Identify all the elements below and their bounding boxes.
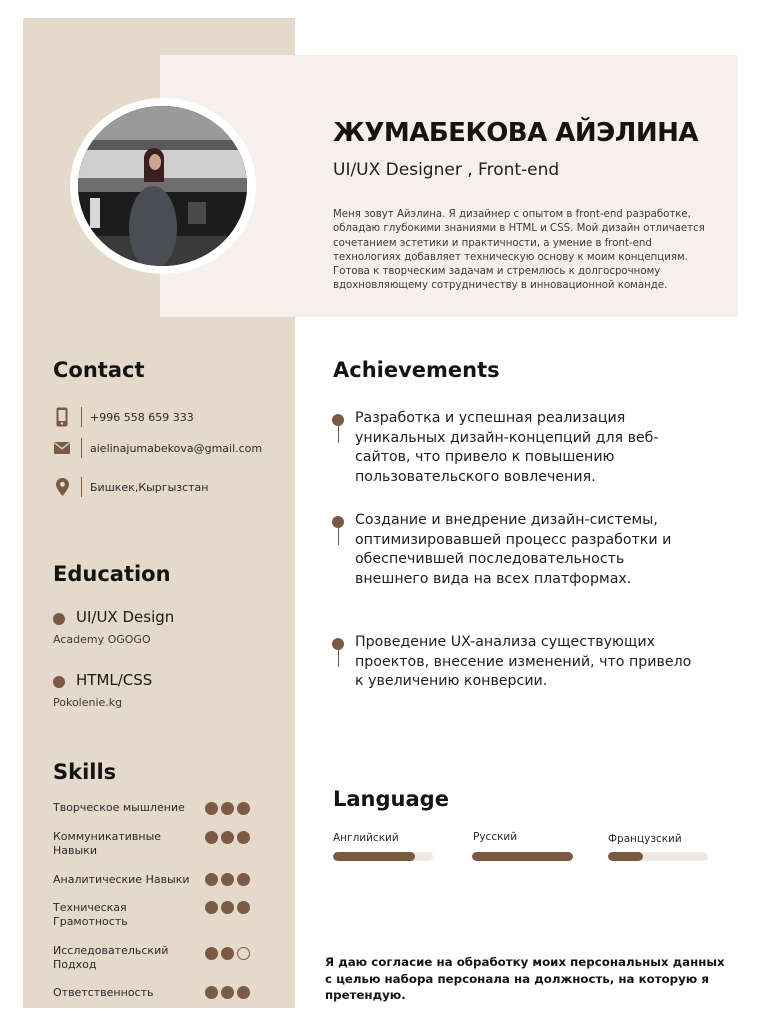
skill-rating xyxy=(205,831,250,844)
contact-email-row xyxy=(53,437,262,459)
skill-dot-filled xyxy=(237,901,250,914)
person-name: ЖУМАБЕКОВА АЙЭЛИНА xyxy=(333,118,698,148)
skills-heading: Skills xyxy=(53,760,117,784)
profile-photo xyxy=(78,106,247,266)
skill-rating xyxy=(205,901,250,914)
skill-dot-filled xyxy=(221,986,234,999)
skill-rating xyxy=(205,947,250,960)
about-text: Меня зовут Айэлина. Я дизайнер с опытом в front-end разработке, обладаю глубокими знаниями в HTML и CSS. Мой дизайн отличается сочетанием эстетики и практичности, а умение в front-end технологиях добавляет техническую основу к моим концепциям. Готова к творческим задачам и стремлюсь к долгосрочному вдохновляющему сотрудничеству в инновационной команде. xyxy=(333,209,705,292)
language-bar xyxy=(333,852,433,861)
skill-rating xyxy=(205,986,250,999)
mail-icon xyxy=(53,437,71,459)
skill-label: Творческое мышление xyxy=(53,801,185,814)
education-bullet xyxy=(53,676,65,688)
language-level xyxy=(608,852,643,861)
consent-text: Я даю согласие на обработку моих персональных данных с целью набора персонала на должность, на которую я претендую. xyxy=(325,955,725,1003)
skill-rating xyxy=(205,802,250,815)
language-label: Английский xyxy=(333,832,399,844)
contact-divider xyxy=(81,438,82,458)
email-address[interactable]: aielinajumabekova@gmail.com xyxy=(90,441,263,455)
language-level xyxy=(333,852,415,861)
location-text: Бишкек,Кыргызстан xyxy=(90,480,209,494)
language-bar xyxy=(472,852,573,861)
language-heading: Language xyxy=(333,787,449,811)
education-title: HTML/CSS xyxy=(76,671,153,689)
contact-divider xyxy=(81,407,82,427)
skill-dot-filled xyxy=(205,873,218,886)
achievement-item: Создание и внедрение дизайн-системы, оптимизировавшей процесс разработки и обеспечившей последовательность внешнего вида на всех платформах. xyxy=(355,512,672,587)
skill-dot-filled xyxy=(205,901,218,914)
achievements-heading: Achievements xyxy=(333,358,500,382)
skill-dot-filled xyxy=(221,901,234,914)
skill-label: Ответственность xyxy=(53,986,154,999)
skill-label: Техническая Грамотность xyxy=(53,901,128,928)
achievement-marker xyxy=(332,638,345,668)
education-school: Academy OGOGO xyxy=(53,633,151,646)
skill-dot-filled xyxy=(221,947,234,960)
language-label: Французский xyxy=(608,833,682,845)
contact-divider xyxy=(81,477,82,497)
skill-dot-filled xyxy=(237,802,250,815)
contact-phone-row xyxy=(53,406,194,428)
job-title: UI/UX Designer , Front-end xyxy=(333,160,560,180)
skill-dot-filled xyxy=(205,947,218,960)
education-title: UI/UX Design xyxy=(76,608,175,626)
skill-dot-filled xyxy=(205,831,218,844)
skill-label: Исследовательский Подход xyxy=(53,944,169,971)
skill-dot-filled xyxy=(221,802,234,815)
skill-dot-empty xyxy=(237,947,250,960)
skill-dot-filled xyxy=(237,986,250,999)
education-bullet xyxy=(53,613,65,625)
language-label: Русский xyxy=(473,831,518,843)
education-school: Pokolenie.kg xyxy=(53,696,123,709)
achievement-item: Проведение UX-анализа существующих проектов, внесение изменений, что привело к увеличению конверсии. xyxy=(355,634,692,689)
skill-label: Аналитические Навыки xyxy=(53,873,190,886)
skill-rating xyxy=(205,873,250,886)
language-level xyxy=(472,852,573,861)
contact-heading: Contact xyxy=(53,358,145,382)
skill-label: Коммуникативные Навыки xyxy=(53,830,162,857)
skill-dot-filled xyxy=(237,873,250,886)
phone-icon xyxy=(53,406,71,428)
achievement-item: Разработка и успешная реализация уникальных дизайн-концепций для веб-сайтов, что привело к повышению пользовательского вовлечения. xyxy=(355,410,659,485)
achievement-marker xyxy=(332,414,345,444)
education-heading: Education xyxy=(53,562,171,586)
skill-dot-filled xyxy=(237,831,250,844)
skill-dot-filled xyxy=(221,873,234,886)
skill-dot-filled xyxy=(205,986,218,999)
skill-dot-filled xyxy=(221,831,234,844)
achievement-marker xyxy=(332,516,345,546)
location-pin-icon xyxy=(53,476,71,498)
language-bar xyxy=(608,852,708,861)
contact-location-row xyxy=(53,476,209,498)
phone-number[interactable]: +996 558 659 333 xyxy=(90,410,194,424)
skill-dot-filled xyxy=(205,802,218,815)
